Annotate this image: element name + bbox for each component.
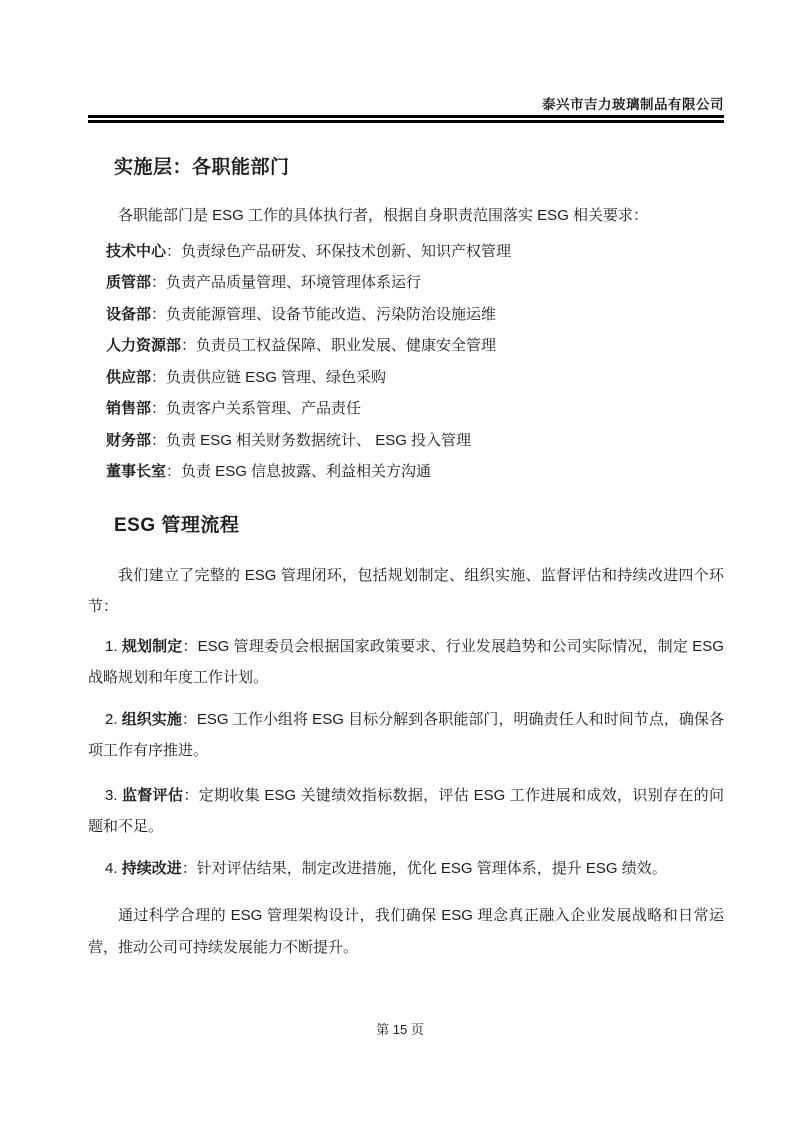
step-description: ：定期收集 ESG 关键绩效指标数据，评估 ESG 工作进展和成效，识别存在的问题和不足。 bbox=[88, 786, 724, 835]
department-duty: ：负责 ESG 信息披露、利益相关方沟通 bbox=[166, 463, 432, 480]
step-number: 2. bbox=[105, 710, 122, 728]
header-rule-top bbox=[88, 115, 724, 118]
department-duty: ：负责能源管理、设备节能改造、污染防治设施运维 bbox=[151, 305, 497, 323]
step-number: 3. bbox=[105, 786, 123, 804]
department-item-sales bbox=[88, 393, 724, 425]
step-name: 监督评估 bbox=[122, 786, 184, 804]
department-name: 设备部 bbox=[106, 305, 152, 323]
step-name: 组织实施 bbox=[121, 710, 182, 728]
department-item-hr bbox=[88, 330, 724, 362]
page-header bbox=[88, 97, 724, 123]
step-name: 规划制定 bbox=[121, 637, 183, 655]
department-duty: ：负责客户关系管理、产品责任 bbox=[151, 400, 362, 417]
department-list bbox=[88, 236, 724, 488]
step-name: 持续改进 bbox=[121, 859, 182, 877]
implementation-intro: 各职能部门是 ESG 工作的具体执行者，根据自身职责范围落实 ESG 相关要求： bbox=[118, 207, 649, 224]
department-name: 人力资源部 bbox=[106, 337, 182, 354]
step-description: ：ESG 工作小组将 ESG 目标分解到各职能部门，明确责任人和时间节点，确保各项工作有序推进。 bbox=[88, 710, 724, 759]
section-title-esg-process: ESG 管理流程 bbox=[114, 514, 240, 536]
department-duty: ：负责 ESG 相关财务数据统计、 ESG 投入管理 bbox=[151, 431, 472, 449]
department-duty: ：负责绿色产品研发、环保技术创新、知识产权管理 bbox=[166, 242, 512, 260]
process-step-planning bbox=[88, 631, 724, 694]
process-step-organization bbox=[88, 704, 724, 767]
step-number: 1. bbox=[105, 637, 122, 655]
process-closing: 通过科学合理的 ESG 管理架构设计，我们确保 ESG 理念真正融入企业发展战略和日常运营，推动公司可持续发展能力不断提升。 bbox=[88, 907, 724, 956]
header-company-name: 泰兴市吉力玻璃制品有限公司 bbox=[542, 97, 724, 112]
document-body bbox=[88, 156, 724, 963]
step-description: ：ESG 管理委员会根据国家政策要求、行业发展趋势和公司实际情况，制定 ESG 战略规划和年度工作计划。 bbox=[88, 637, 724, 686]
department-item-tech-center bbox=[88, 236, 724, 268]
department-name: 供应部 bbox=[106, 368, 152, 386]
process-intro: 我们建立了完整的 ESG 管理闭环，包括规划制定、组织实施、监督评估和持续改进四个环节： bbox=[88, 566, 724, 615]
department-duty: ：负责产品质量管理、环境管理体系运行 bbox=[151, 274, 422, 291]
process-step-evaluation bbox=[88, 780, 724, 843]
page-number: 第 15 页 bbox=[376, 1022, 424, 1037]
department-duty: ：负责员工权益保障、职业发展、健康安全管理 bbox=[181, 337, 497, 354]
department-item-finance bbox=[88, 425, 724, 457]
header-rule-bottom bbox=[88, 120, 724, 123]
department-duty: ：负责供应链 ESG 管理、绿色采购 bbox=[151, 368, 387, 386]
department-item-quality bbox=[88, 267, 724, 299]
step-number: 4. bbox=[105, 859, 122, 877]
process-step-improvement bbox=[88, 853, 724, 885]
section-title-implementation: 实施层：各职能部门 bbox=[114, 157, 290, 178]
department-item-supply bbox=[88, 362, 724, 394]
step-description: ：针对评估结果，制定改进措施，优化 ESG 管理体系，提升 ESG 绩效。 bbox=[181, 859, 667, 877]
department-name: 技术中心 bbox=[106, 242, 167, 260]
department-item-equipment bbox=[88, 299, 724, 331]
department-name: 董事长室 bbox=[106, 463, 167, 480]
department-item-chairman-office bbox=[88, 456, 724, 488]
department-name: 销售部 bbox=[106, 400, 152, 417]
page-footer bbox=[0, 1022, 800, 1038]
department-name: 质管部 bbox=[106, 274, 152, 291]
department-name: 财务部 bbox=[106, 431, 152, 449]
